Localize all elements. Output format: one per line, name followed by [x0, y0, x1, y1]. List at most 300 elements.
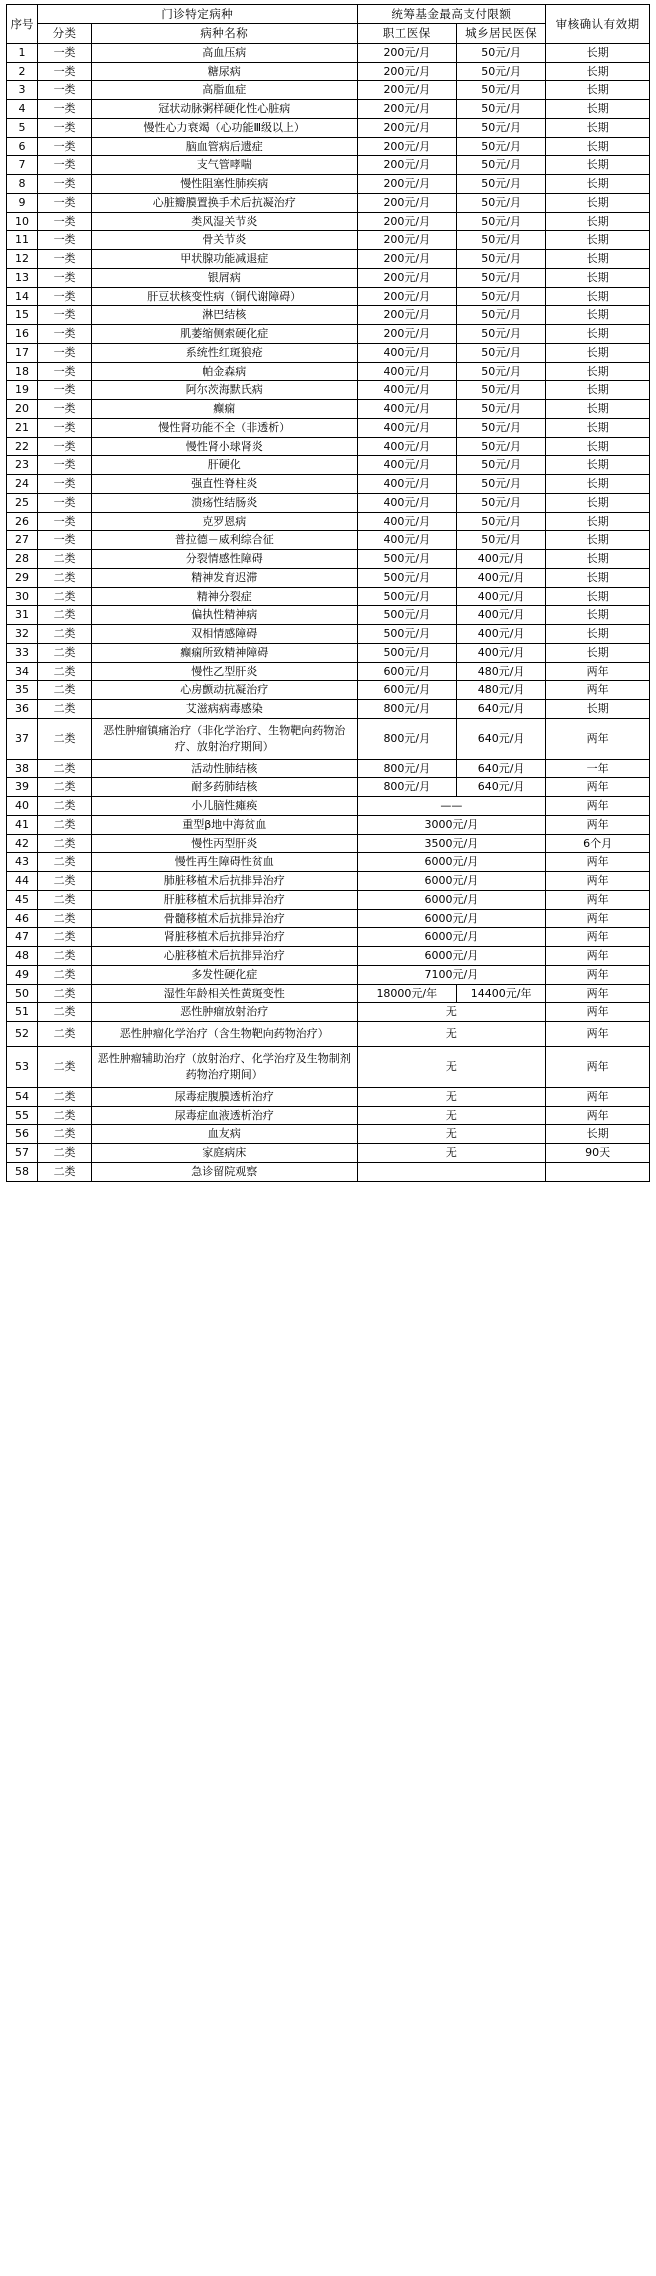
header-row-1	[7, 5, 650, 24]
cell-validity: 长期	[546, 193, 650, 212]
cell-category: 二类	[38, 984, 92, 1003]
cell-seq: 27	[7, 531, 38, 550]
cell-validity: 长期	[546, 625, 650, 644]
cell-seq: 6	[7, 137, 38, 156]
cell-staff-insurance: 400元/月	[357, 381, 457, 400]
cell-resident-insurance: 50元/月	[457, 62, 546, 81]
cell-validity: 长期	[546, 643, 650, 662]
cell-staff-insurance: 200元/月	[357, 212, 457, 231]
cell-seq: 57	[7, 1144, 38, 1163]
cell-seq: 2	[7, 62, 38, 81]
cell-seq: 1	[7, 43, 38, 62]
cell-disease-name: 尿毒症腹膜透析治疗	[92, 1087, 357, 1106]
cell-staff-insurance: 200元/月	[357, 81, 457, 100]
header-staff-insurance: 职工医保	[357, 24, 457, 43]
cell-category: 二类	[38, 965, 92, 984]
cell-staff-insurance: 500元/月	[357, 587, 457, 606]
cell-category: 二类	[38, 1162, 92, 1181]
cell-payment-merged: 6000元/月	[357, 890, 546, 909]
cell-validity: 长期	[546, 231, 650, 250]
cell-category: 一类	[38, 118, 92, 137]
cell-staff-insurance: 18000元/年	[357, 984, 457, 1003]
cell-resident-insurance: 50元/月	[457, 400, 546, 419]
table-body	[7, 43, 650, 1181]
cell-validity: 两年	[546, 928, 650, 947]
cell-category: 一类	[38, 531, 92, 550]
table-row	[7, 418, 650, 437]
cell-payment-merged: 无	[357, 1106, 546, 1125]
cell-disease-name: 湿性年龄相关性黄斑变性	[92, 984, 357, 1003]
cell-category: 一类	[38, 175, 92, 194]
cell-validity: 两年	[546, 853, 650, 872]
cell-resident-insurance: 640元/月	[457, 718, 546, 759]
cell-validity: 两年	[546, 965, 650, 984]
table-row	[7, 1022, 650, 1047]
cell-seq: 56	[7, 1125, 38, 1144]
cell-category: 二类	[38, 681, 92, 700]
cell-category: 二类	[38, 643, 92, 662]
cell-disease-name: 血友病	[92, 1125, 357, 1144]
cell-payment-merged: 6000元/月	[357, 909, 546, 928]
outpatient-disease-table	[6, 4, 650, 1182]
cell-validity: 长期	[546, 306, 650, 325]
cell-validity: 长期	[546, 400, 650, 419]
cell-category: 二类	[38, 778, 92, 797]
cell-seq: 19	[7, 381, 38, 400]
cell-disease-name: 高血压病	[92, 43, 357, 62]
cell-category: 一类	[38, 137, 92, 156]
table-row	[7, 984, 650, 1003]
table-row	[7, 437, 650, 456]
cell-staff-insurance: 200元/月	[357, 306, 457, 325]
cell-disease-name: 克罗恩病	[92, 512, 357, 531]
cell-payment-merged	[357, 1162, 546, 1181]
cell-staff-insurance: 800元/月	[357, 778, 457, 797]
table-row	[7, 1162, 650, 1181]
cell-category: 二类	[38, 718, 92, 759]
cell-disease-name: 心脏移植术后抗排异治疗	[92, 947, 357, 966]
cell-resident-insurance: 50元/月	[457, 437, 546, 456]
cell-disease-name: 支气管哮喘	[92, 156, 357, 175]
cell-resident-insurance: 50元/月	[457, 343, 546, 362]
cell-validity: 长期	[546, 700, 650, 719]
table-row	[7, 965, 650, 984]
table-row	[7, 100, 650, 119]
cell-category: 一类	[38, 250, 92, 269]
cell-validity: 长期	[546, 587, 650, 606]
cell-staff-insurance: 800元/月	[357, 718, 457, 759]
table-row	[7, 1003, 650, 1022]
cell-category: 二类	[38, 1087, 92, 1106]
cell-category: 二类	[38, 815, 92, 834]
cell-category: 一类	[38, 306, 92, 325]
table-row	[7, 1125, 650, 1144]
table-row	[7, 62, 650, 81]
cell-disease-name: 普拉德－威利综合征	[92, 531, 357, 550]
cell-disease-name: 癫痫所致精神障碍	[92, 643, 357, 662]
cell-seq: 48	[7, 947, 38, 966]
cell-category: 二类	[38, 1047, 92, 1088]
cell-seq: 24	[7, 475, 38, 494]
cell-validity: 长期	[546, 250, 650, 269]
cell-seq: 23	[7, 456, 38, 475]
cell-staff-insurance: 200元/月	[357, 100, 457, 119]
table-row	[7, 778, 650, 797]
cell-staff-insurance: 400元/月	[357, 512, 457, 531]
cell-seq: 58	[7, 1162, 38, 1181]
cell-category: 一类	[38, 212, 92, 231]
table-row	[7, 325, 650, 344]
cell-staff-insurance: 500元/月	[357, 643, 457, 662]
cell-staff-insurance: 600元/月	[357, 662, 457, 681]
cell-disease-name: 慢性心力衰竭（心功能Ⅲ级以上）	[92, 118, 357, 137]
cell-staff-insurance: 400元/月	[357, 475, 457, 494]
cell-seq: 17	[7, 343, 38, 362]
cell-category: 一类	[38, 231, 92, 250]
table-row	[7, 156, 650, 175]
cell-category: 二类	[38, 797, 92, 816]
table-row	[7, 1047, 650, 1088]
cell-category: 二类	[38, 1022, 92, 1047]
cell-resident-insurance: 400元/月	[457, 643, 546, 662]
cell-resident-insurance: 50元/月	[457, 512, 546, 531]
cell-category: 二类	[38, 700, 92, 719]
table-row	[7, 890, 650, 909]
table-row	[7, 1144, 650, 1163]
cell-seq: 43	[7, 853, 38, 872]
cell-staff-insurance: 400元/月	[357, 437, 457, 456]
cell-disease-name: 耐多药肺结核	[92, 778, 357, 797]
table-row	[7, 231, 650, 250]
cell-category: 二类	[38, 1125, 92, 1144]
cell-category: 一类	[38, 43, 92, 62]
cell-disease-name: 心房颤动抗凝治疗	[92, 681, 357, 700]
cell-seq: 36	[7, 700, 38, 719]
cell-resident-insurance: 400元/月	[457, 606, 546, 625]
cell-disease-name: 慢性阻塞性肺疾病	[92, 175, 357, 194]
cell-seq: 54	[7, 1087, 38, 1106]
table-row	[7, 853, 650, 872]
cell-validity: 长期	[546, 362, 650, 381]
cell-validity: 长期	[546, 137, 650, 156]
cell-disease-name: 骨关节炎	[92, 231, 357, 250]
cell-validity: 长期	[546, 212, 650, 231]
cell-resident-insurance: 50元/月	[457, 456, 546, 475]
cell-resident-insurance: 50元/月	[457, 81, 546, 100]
cell-validity: 两年	[546, 890, 650, 909]
cell-disease-name: 强直性脊柱炎	[92, 475, 357, 494]
cell-category: 一类	[38, 475, 92, 494]
cell-seq: 13	[7, 268, 38, 287]
cell-staff-insurance: 500元/月	[357, 606, 457, 625]
cell-category: 一类	[38, 400, 92, 419]
cell-staff-insurance: 200元/月	[357, 43, 457, 62]
cell-disease-name: 恶性肿瘤放射治疗	[92, 1003, 357, 1022]
table-row	[7, 287, 650, 306]
cell-resident-insurance: 50元/月	[457, 156, 546, 175]
cell-category: 二类	[38, 853, 92, 872]
cell-seq: 51	[7, 1003, 38, 1022]
cell-validity: 长期	[546, 531, 650, 550]
cell-resident-insurance: 50元/月	[457, 475, 546, 494]
cell-seq: 37	[7, 718, 38, 759]
cell-category: 二类	[38, 890, 92, 909]
table-row	[7, 1087, 650, 1106]
cell-disease-name: 精神发育迟滞	[92, 568, 357, 587]
cell-validity: 长期	[546, 175, 650, 194]
header-disease-name: 病种名称	[92, 24, 357, 43]
cell-seq: 41	[7, 815, 38, 834]
cell-staff-insurance: 400元/月	[357, 400, 457, 419]
cell-seq: 5	[7, 118, 38, 137]
cell-category: 一类	[38, 343, 92, 362]
header-seq: 序号	[7, 5, 38, 44]
cell-resident-insurance: 480元/月	[457, 681, 546, 700]
cell-resident-insurance: 50元/月	[457, 250, 546, 269]
cell-staff-insurance: 200元/月	[357, 325, 457, 344]
cell-category: 一类	[38, 193, 92, 212]
cell-validity: 长期	[546, 287, 650, 306]
cell-resident-insurance: 50元/月	[457, 231, 546, 250]
cell-disease-name: 肝硬化	[92, 456, 357, 475]
cell-validity: 两年	[546, 947, 650, 966]
cell-disease-name: 系统性红斑狼疮	[92, 343, 357, 362]
cell-staff-insurance: 200元/月	[357, 287, 457, 306]
cell-disease-name: 急诊留院观察	[92, 1162, 357, 1181]
cell-disease-name: 癫痫	[92, 400, 357, 419]
cell-resident-insurance: 50元/月	[457, 287, 546, 306]
cell-resident-insurance: 50元/月	[457, 381, 546, 400]
table-row	[7, 681, 650, 700]
table-row	[7, 928, 650, 947]
cell-validity: 两年	[546, 1087, 650, 1106]
cell-resident-insurance: 50元/月	[457, 100, 546, 119]
cell-category: 一类	[38, 456, 92, 475]
cell-staff-insurance: 400元/月	[357, 531, 457, 550]
cell-seq: 30	[7, 587, 38, 606]
table-header	[7, 5, 650, 44]
cell-category: 二类	[38, 662, 92, 681]
cell-resident-insurance: 50元/月	[457, 268, 546, 287]
table-row	[7, 343, 650, 362]
cell-validity: 长期	[546, 343, 650, 362]
cell-category: 二类	[38, 947, 92, 966]
cell-category: 一类	[38, 81, 92, 100]
table-row	[7, 250, 650, 269]
cell-seq: 33	[7, 643, 38, 662]
table-row	[7, 643, 650, 662]
cell-disease-name: 家庭病床	[92, 1144, 357, 1163]
cell-validity: 两年	[546, 872, 650, 891]
table-row	[7, 118, 650, 137]
table-row	[7, 568, 650, 587]
cell-category: 一类	[38, 362, 92, 381]
cell-seq: 49	[7, 965, 38, 984]
cell-staff-insurance: 200元/月	[357, 175, 457, 194]
cell-payment-merged: ——	[357, 797, 546, 816]
table-row	[7, 512, 650, 531]
cell-category: 二类	[38, 606, 92, 625]
cell-disease-name: 双相情感障碍	[92, 625, 357, 644]
cell-seq: 15	[7, 306, 38, 325]
cell-payment-merged: 3000元/月	[357, 815, 546, 834]
cell-validity: 两年	[546, 681, 650, 700]
cell-category: 一类	[38, 156, 92, 175]
cell-validity: 90天	[546, 1144, 650, 1163]
cell-validity: 长期	[546, 268, 650, 287]
cell-seq: 11	[7, 231, 38, 250]
table-row	[7, 175, 650, 194]
cell-disease-name: 恶性肿瘤化学治疗（含生物靶向药物治疗）	[92, 1022, 357, 1047]
cell-staff-insurance: 200元/月	[357, 118, 457, 137]
table-row	[7, 475, 650, 494]
cell-resident-insurance: 14400元/年	[457, 984, 546, 1003]
cell-seq: 14	[7, 287, 38, 306]
cell-staff-insurance: 200元/月	[357, 156, 457, 175]
cell-disease-name: 高脂血症	[92, 81, 357, 100]
cell-seq: 21	[7, 418, 38, 437]
cell-validity: 两年	[546, 778, 650, 797]
cell-seq: 39	[7, 778, 38, 797]
cell-disease-name: 脑血管病后遗症	[92, 137, 357, 156]
cell-validity: 长期	[546, 81, 650, 100]
cell-disease-name: 肌萎缩侧索硬化症	[92, 325, 357, 344]
cell-disease-name: 淋巴结核	[92, 306, 357, 325]
cell-resident-insurance: 400元/月	[457, 587, 546, 606]
cell-disease-name: 活动性肺结核	[92, 759, 357, 778]
table-row	[7, 815, 650, 834]
table-row	[7, 947, 650, 966]
cell-validity: 长期	[546, 1125, 650, 1144]
cell-staff-insurance: 400元/月	[357, 493, 457, 512]
header-group-outpatient: 门诊特定病种	[38, 5, 357, 24]
cell-seq: 45	[7, 890, 38, 909]
cell-staff-insurance: 400元/月	[357, 418, 457, 437]
table-row	[7, 456, 650, 475]
cell-resident-insurance: 50元/月	[457, 193, 546, 212]
cell-category: 二类	[38, 587, 92, 606]
cell-disease-name: 慢性丙型肝炎	[92, 834, 357, 853]
cell-payment-merged: 6000元/月	[357, 947, 546, 966]
cell-seq: 18	[7, 362, 38, 381]
cell-validity: 长期	[546, 550, 650, 569]
cell-category: 一类	[38, 381, 92, 400]
cell-category: 一类	[38, 268, 92, 287]
cell-disease-name: 肺脏移植术后抗排异治疗	[92, 872, 357, 891]
cell-validity: 长期	[546, 475, 650, 494]
cell-category: 二类	[38, 625, 92, 644]
cell-seq: 3	[7, 81, 38, 100]
cell-category: 二类	[38, 872, 92, 891]
cell-validity: 6个月	[546, 834, 650, 853]
cell-category: 二类	[38, 928, 92, 947]
table-row	[7, 531, 650, 550]
cell-disease-name: 类风湿关节炎	[92, 212, 357, 231]
cell-disease-name: 分裂情感性障碍	[92, 550, 357, 569]
cell-payment-merged: 无	[357, 1087, 546, 1106]
cell-seq: 12	[7, 250, 38, 269]
cell-resident-insurance: 50元/月	[457, 137, 546, 156]
cell-disease-name: 小儿脑性瘫痪	[92, 797, 357, 816]
cell-validity: 两年	[546, 909, 650, 928]
cell-seq: 34	[7, 662, 38, 681]
cell-resident-insurance: 400元/月	[457, 550, 546, 569]
cell-staff-insurance: 600元/月	[357, 681, 457, 700]
cell-resident-insurance: 640元/月	[457, 759, 546, 778]
cell-payment-merged: 无	[357, 1047, 546, 1088]
cell-disease-name: 帕金森病	[92, 362, 357, 381]
cell-resident-insurance: 50元/月	[457, 493, 546, 512]
cell-resident-insurance: 640元/月	[457, 700, 546, 719]
cell-disease-name: 偏执性精神病	[92, 606, 357, 625]
cell-disease-name: 肝豆状核变性病（铜代谢障碍）	[92, 287, 357, 306]
cell-category: 一类	[38, 325, 92, 344]
cell-validity: 长期	[546, 156, 650, 175]
cell-seq: 25	[7, 493, 38, 512]
cell-category: 一类	[38, 100, 92, 119]
cell-disease-name: 甲状腺功能减退症	[92, 250, 357, 269]
cell-disease-name: 心脏瓣膜置换手术后抗凝治疗	[92, 193, 357, 212]
cell-staff-insurance: 200元/月	[357, 62, 457, 81]
table-row	[7, 43, 650, 62]
cell-validity: 两年	[546, 718, 650, 759]
cell-category: 二类	[38, 759, 92, 778]
cell-disease-name: 慢性再生障碍性贫血	[92, 853, 357, 872]
table-row	[7, 212, 650, 231]
cell-resident-insurance: 50元/月	[457, 325, 546, 344]
cell-category: 一类	[38, 493, 92, 512]
cell-seq: 50	[7, 984, 38, 1003]
table-row	[7, 587, 650, 606]
cell-category: 二类	[38, 550, 92, 569]
cell-validity: 长期	[546, 493, 650, 512]
cell-validity: 两年	[546, 1047, 650, 1088]
cell-disease-name: 多发性硬化症	[92, 965, 357, 984]
cell-validity: 长期	[546, 62, 650, 81]
cell-staff-insurance: 500元/月	[357, 568, 457, 587]
cell-staff-insurance: 200元/月	[357, 193, 457, 212]
header-category: 分类	[38, 24, 92, 43]
cell-staff-insurance: 200元/月	[357, 231, 457, 250]
cell-validity: 长期	[546, 568, 650, 587]
cell-payment-merged: 6000元/月	[357, 872, 546, 891]
cell-seq: 52	[7, 1022, 38, 1047]
cell-seq: 9	[7, 193, 38, 212]
cell-validity: 长期	[546, 325, 650, 344]
cell-category: 二类	[38, 568, 92, 587]
cell-seq: 46	[7, 909, 38, 928]
cell-seq: 4	[7, 100, 38, 119]
table-row	[7, 381, 650, 400]
cell-disease-name: 恶性肿瘤辅助治疗（放射治疗、化学治疗及生物制剂药物治疗期间）	[92, 1047, 357, 1088]
cell-payment-merged: 无	[357, 1125, 546, 1144]
cell-seq: 8	[7, 175, 38, 194]
cell-disease-name: 溃疡性结肠炎	[92, 493, 357, 512]
cell-disease-name: 恶性肿瘤镇痛治疗（非化学治疗、生物靶向药物治疗、放射治疗期间）	[92, 718, 357, 759]
cell-payment-merged: 无	[357, 1144, 546, 1163]
cell-resident-insurance: 50元/月	[457, 306, 546, 325]
cell-validity: 长期	[546, 381, 650, 400]
cell-category: 二类	[38, 1144, 92, 1163]
cell-category: 二类	[38, 834, 92, 853]
table-row	[7, 606, 650, 625]
cell-staff-insurance: 800元/月	[357, 700, 457, 719]
cell-disease-name: 肝脏移植术后抗排异治疗	[92, 890, 357, 909]
cell-validity: 长期	[546, 418, 650, 437]
cell-seq: 35	[7, 681, 38, 700]
cell-disease-name: 骨髓移植术后抗排异治疗	[92, 909, 357, 928]
cell-staff-insurance: 500元/月	[357, 625, 457, 644]
